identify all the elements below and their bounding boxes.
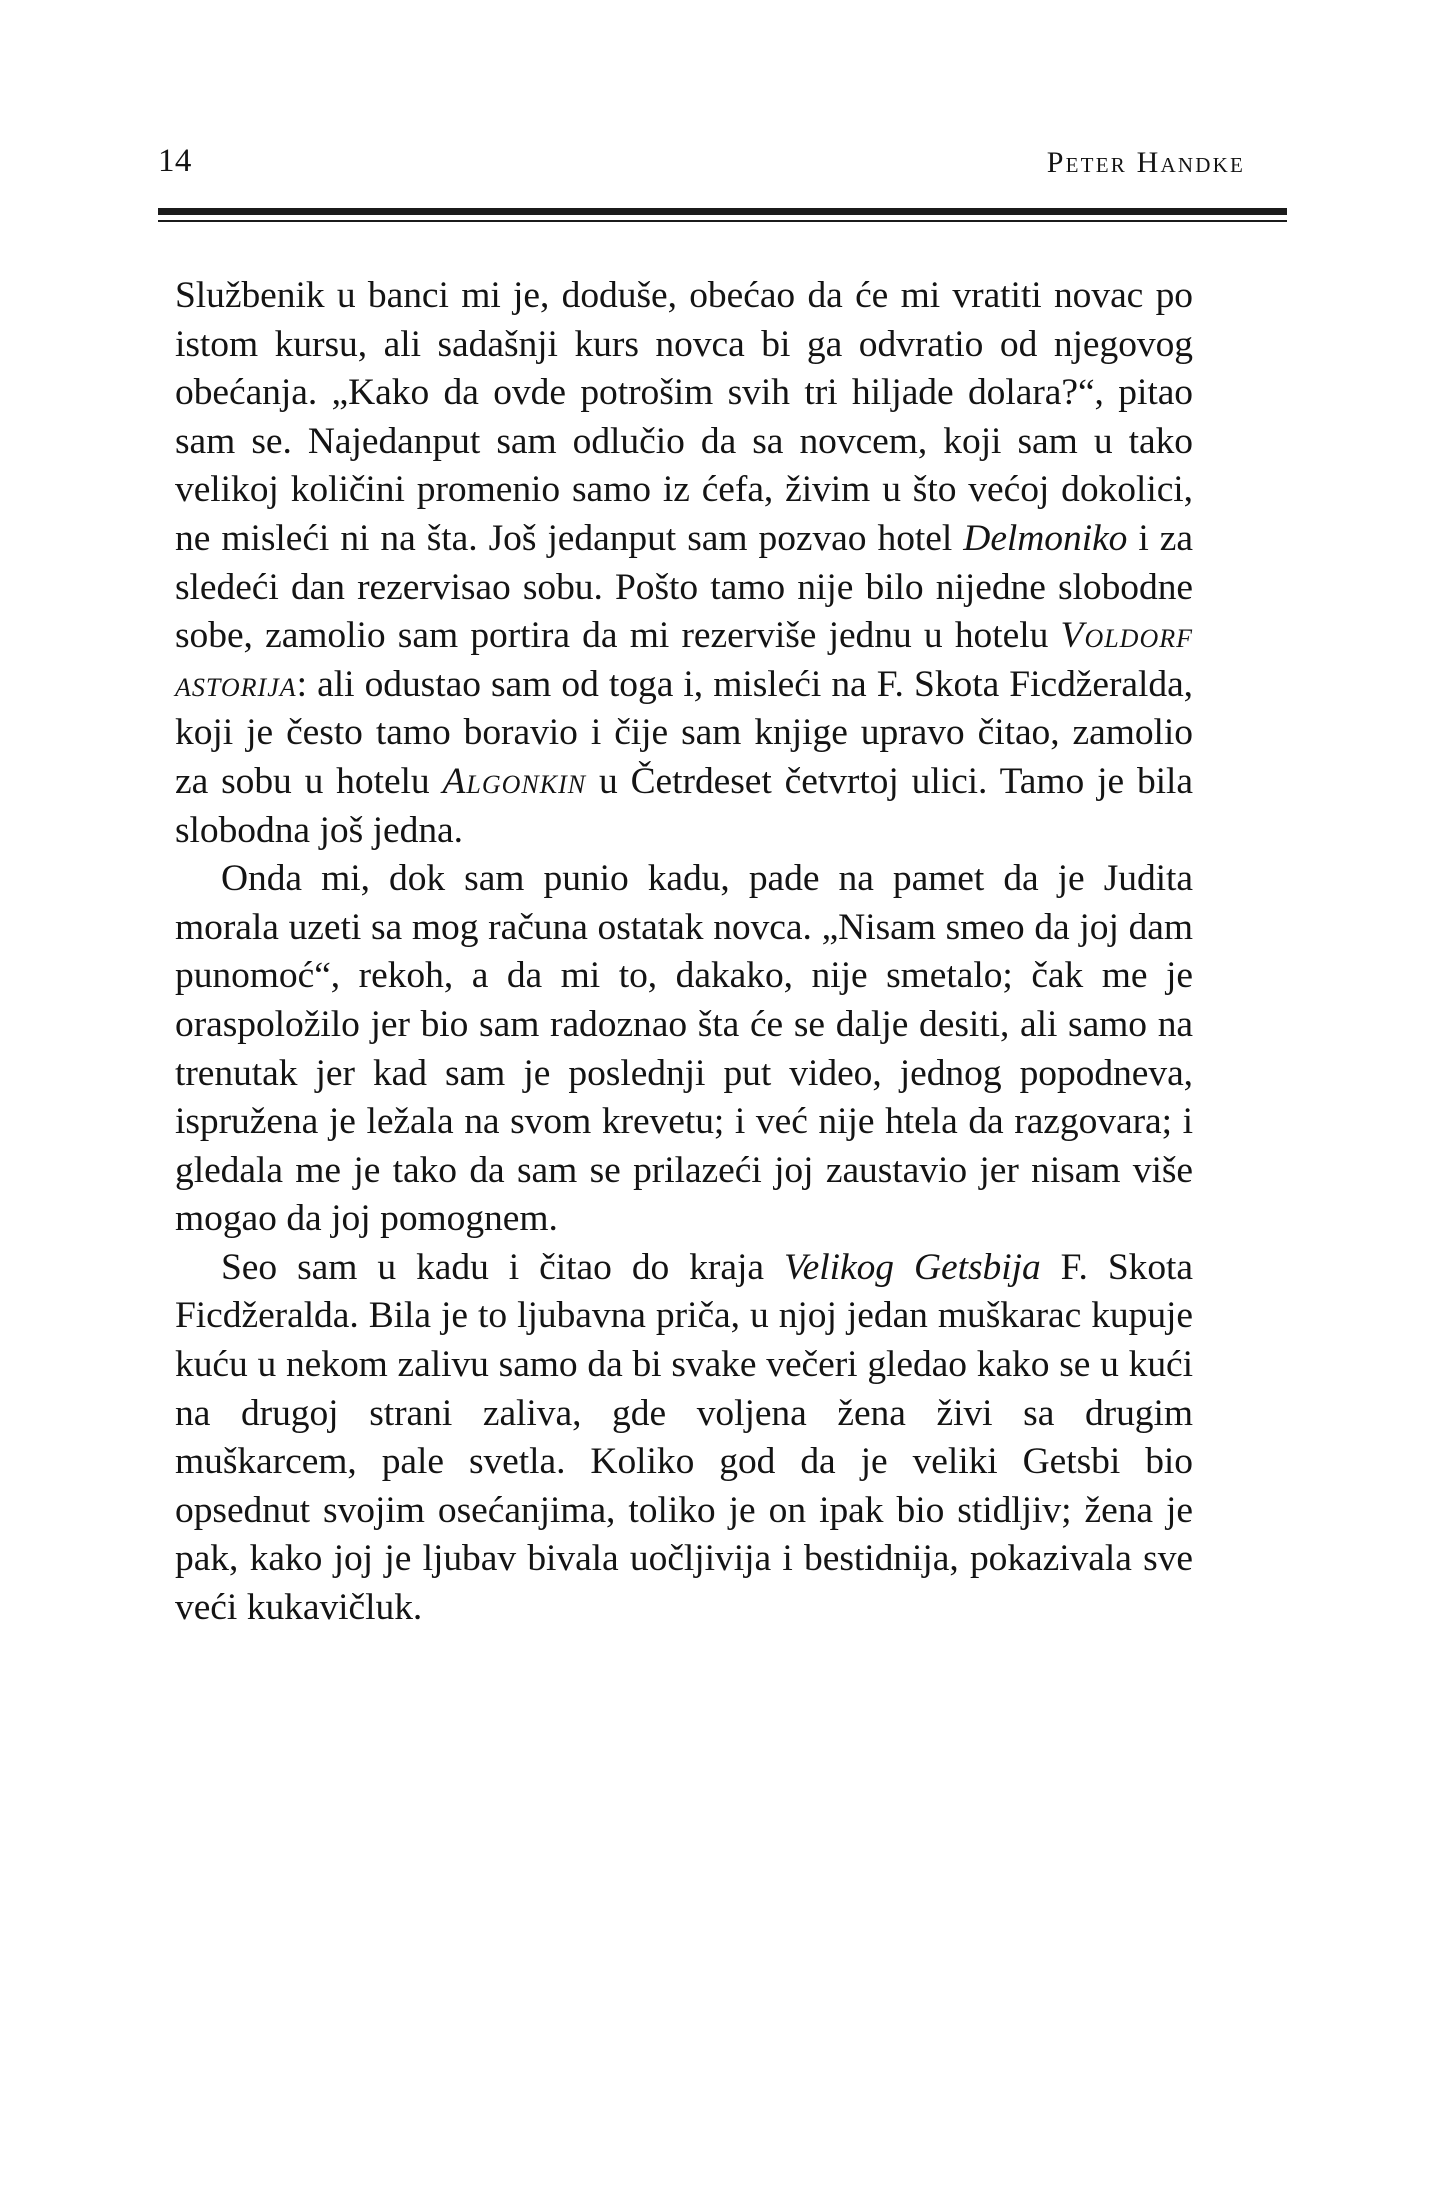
paragraph: Seo sam u kadu i čitao do kraja Velikog Getsbija F. Skota Ficdžeralda. Bila je to ljubavna priča, u njoj jedan muškarac kupuje kuću u nekom zalivu samo da bi svake večeri gledao kako se u kući na drugoj strani zaliva, gde voljena žena živi sa drugim muškarcem, pale svetla. Koliko god da je veliki Getsbi bio opsednut svojim osećanjima, toliko je on ipak bio stidljiv; žena je pak, kako joj je ljubav bivala uočljivija i bestidnija, pokazivala sve veći kukavičluk.: [175, 1246, 1193, 1629]
page-number: 14: [158, 143, 192, 179]
small-caps-name: Voldorf astorija: [175, 615, 1193, 705]
italic-title: Delmoniko: [963, 517, 1128, 559]
header-rule-thick: [158, 208, 1287, 215]
body-text: [175, 272, 1193, 1633]
running-head: [158, 140, 1287, 196]
italic-title: Velikog Getsbija: [783, 1246, 1041, 1288]
paragraph: Službenik u banci mi je, doduše, obećao da će mi vratiti novac po istom kursu, ali sadašnji kurs novca bi ga odvratio od njegovog obećanja. „Kako da ovde potrošim svih tri hiljade dolara?“, pitao sam se. Najedanput sam odlučio da sa novcem, koji sam u tako velikoj količini promenio samo iz ćefa, živim u što većoj dokolici, ne misleći ni na šta. Još jedanput sam pozvao hotel Delmoniko i za sledeći dan rezervisao sobu. Pošto tamo nije bilo nijedne slobodne sobe, zamolio sam portira da mi rezerviše jednu u hotelu Voldorf astorija: ali odustao sam od toga i, misleći na F. Skota Ficdžeralda, koji je često tamo boravio i čije sam knjige upravo čitao, zamolio za sobu u hotelu Algonkin u Četrdeset četvrtoj ulici. Tamo je bila slobodna još jedna.: [175, 275, 1194, 851]
small-caps-name: Algonkin: [442, 760, 587, 802]
header-rule-thin: [158, 220, 1287, 222]
running-head-author: Peter Handke: [1046, 146, 1245, 179]
header-rule: [158, 208, 1287, 222]
paragraph: Onda mi, dok sam punio kadu, pade na pamet da je Judita morala uzeti sa mog računa ostatak novca. „Nisam smeo da joj dam punomoć“, rekoh, a da mi to, dakako, nije smetalo; čak me je oraspoložilo jer bio sam radoznao šta će se dalje desiti, ali samo na trenutak jer kad sam je poslednji put video, jednog popodneva, ispružena je ležala na svom krevetu; i već nije htela da razgovara; i gledala me je tako da sam se prilazeći joj zaustavio jer nisam više mogao da joj pomognem.: [175, 858, 1193, 1240]
